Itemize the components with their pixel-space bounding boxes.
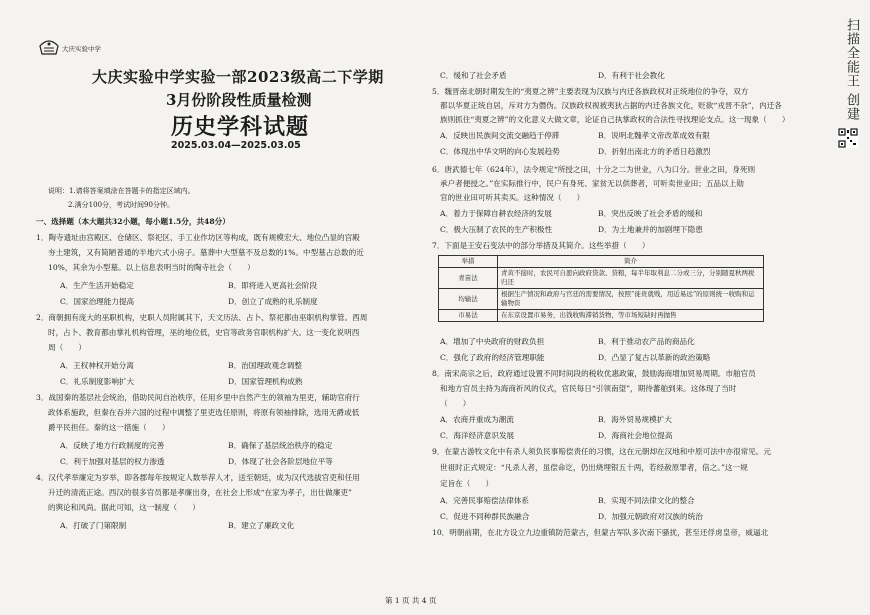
exam-title-line2: 3月份阶段性质量检测 — [166, 91, 312, 109]
q3-option-d: D．体现了社会各阶层地位平等 — [228, 457, 333, 466]
q1-option-a: A．生产生活开始稳定 — [60, 281, 134, 290]
q8-stem-line3: （ ） — [440, 399, 471, 408]
q3-option-b: B．确保了基层统治秩序的稳定 — [228, 441, 333, 450]
exam-title-line1: 大庆实验中学实验一部2023级高二下学期 — [92, 68, 384, 86]
table-row — [439, 268, 764, 289]
q1-stem-line3: 10%，其余为小型墓。以上信息表明当时的陶寺社会（ ） — [48, 263, 255, 272]
q9-stem-line2: 世祖时正式规定：“凡杀人者，虽偿命讫，仍出烧埋银五十两，若经赦原罪者，倍之。”这一规 — [440, 463, 748, 472]
q3-stem-line2: 政体系施政，但秦在吞并六国的过程中调整了里吏选任原则，将原有领袖排除，选用无爵或低 — [48, 408, 360, 417]
q4-option-d: D．有利于社会教化 — [598, 71, 665, 80]
q5-option-b: B．说明北魏孝文帝改革成效有限 — [598, 131, 710, 140]
q9-option-a: A．完善民事赔偿法律体系 — [440, 496, 530, 505]
q7-stem-line1: 7．下面是王安石变法中的部分举措及其简介。这些举措（ ） — [432, 241, 650, 250]
q5-stem-line1: 5．魏晋南北朝时期发生的“夷夏之辨”主要表现为汉族与内迁各族政权对正统地位的争夺，双方 — [432, 87, 749, 96]
q5-stem-line2: 都以华夏正统自居，斥对方为僭伪。汉族政权视被夷狄占据的内迁各族文化，贬欲“戎晋不杂”，内迁各 — [440, 101, 782, 110]
scanner-watermark-text: 扫描全能王 创建 — [844, 18, 859, 122]
q3-option-c: C．利于加强对基层的权力渗透 — [60, 457, 165, 466]
q6-option-a: A．着力于保障自耕农经济的发展 — [440, 209, 552, 218]
q8-option-d: D．海商社会地位提高 — [598, 431, 673, 440]
q1-stem-line2: 夯土建筑，又有简陋普通的半地穴式小房子。墓葬中大型墓不及总数的1%。中型墓占总数的近 — [48, 248, 364, 257]
q6-stem-line1: 6．唐武德七年（624年），法令规定“所授之田，十分之二为世业，八为口分。世业之田，身死则 — [432, 165, 756, 174]
q2-option-d: D．国家管理机构成熟 — [228, 377, 303, 386]
instruction-line2: 2.满分100分，考试时间90分钟。 — [68, 201, 174, 209]
section-heading: 一、选择题（本大题共32小题，每小题1.5分，共48分） — [36, 217, 230, 226]
q7-option-c: C．强化了政府的经济管理职能 — [440, 353, 545, 362]
q6-option-b: B．突出反映了社会矛盾的缓和 — [598, 209, 703, 218]
q4-stem-line2: 升迁的清流正途。西汉的很多官员都是孝廉出身，在社会上形成“在家为孝子，出仕做廉吏” — [48, 488, 352, 497]
q9-stem-line1: 9．在蒙古游牧文化中有杀人须负民事赔偿责任的习惯，这在元朝却在汉地和中原可法中亦很常见。元 — [432, 447, 771, 456]
table-cell-measure: 均输法 — [439, 289, 498, 310]
page-footer: 第 1 页 共 4 页 — [385, 596, 437, 605]
q8-option-a: A．农商并重成为潮流 — [440, 415, 514, 424]
school-logo-icon — [38, 38, 60, 56]
q6-stem-line3: 官的世业田可听其卖买。这种情况（ ） — [440, 193, 585, 202]
q4-option-c: C．缓和了社会矛盾 — [440, 71, 507, 80]
instruction-line1: 说明：1.请将答案填涂在答题卡的指定区域内。 — [48, 187, 195, 195]
q4-option-a: A．打破了门第限制 — [60, 521, 127, 530]
q6-option-c: C．极大压制了农民的生产积极性 — [440, 225, 553, 234]
q2-option-a: A．王权神权开始分离 — [60, 361, 134, 370]
q8-stem-line1: 8．南宋高宗之后，政府通过设置不同时间段的税收优惠政策，鼓励海商增加贸易周期。市舶官员 — [432, 369, 756, 378]
q4-option-b: B．建立了廉政文化 — [228, 521, 295, 530]
q6-option-d: D．为土地兼并的加剧埋下隐患 — [598, 225, 703, 234]
q5-stem-line3: 族则抓住“夷夏之辨”的文化意义大做文章，论证自己执掌政权的合法性寻找理论支点。这一现象（ ） — [440, 115, 790, 124]
q8-option-c: C．海洋经济意识发展 — [440, 431, 515, 440]
table-row — [439, 310, 764, 322]
q4-stem-line1: 4．汉代孝举廉定为岁举，即各郡每年按规定人数举荐人才，送至朝廷，成为汉代选拔官吏和任用 — [36, 473, 360, 482]
reform-measures-table — [438, 255, 764, 322]
q6-stem-line2: 承户者便授之。”在实际推行中，民户有身死、家贫无以供葬者，可听卖世业田；五品以上勋 — [440, 179, 744, 188]
q2-stem-line1: 2．商朝拥有庞大的巫职机构，史职人员附属其下，天文历法、占卜、祭祀都由巫职机构掌管。西周 — [36, 313, 368, 322]
q7-option-a: A．增加了中央政府的财政负担 — [440, 337, 545, 346]
q2-option-b: B．治国理政观念调整 — [228, 361, 302, 370]
table-row — [439, 289, 764, 310]
q5-option-d: D．折射出南北方的矛盾日趋激烈 — [598, 147, 711, 156]
q1-option-b: B．即将进入更高社会阶段 — [228, 281, 318, 290]
q1-option-c: C．国家治理能力提高 — [60, 297, 135, 306]
q9-stem-line3: 定旨在（ ） — [440, 479, 494, 488]
q3-stem-line3: 爵平民担任。秦的这一措施（ ） — [48, 423, 170, 432]
q1-option-d: D．创立了成熟的礼乐制度 — [228, 297, 318, 306]
table-cell-desc: 青黄不接时，农民可自愿向政府贷款、贷粮，每半年取利息二分或三分，分别随夏秋两税归还 — [498, 268, 764, 289]
q1-stem-line1: 1．陶寺遗址由宫殿区、仓储区、祭祀区、手工业作坊区等构成，既有规模宏大、地位凸显的宫殿 — [36, 233, 360, 242]
q10-stem-line1: 10．明朝前期，在北方设立九边重镇防范蒙古，但蒙古军队多次南下骚扰，甚至还俘虏皇帝，威逼北 — [432, 528, 769, 537]
table-cell-measure: 青苗法 — [439, 268, 498, 289]
q7-option-b: B．利于推动农产品的商品化 — [598, 337, 695, 346]
q3-option-a: A．反映了地方行政制度的完善 — [60, 441, 165, 450]
table-cell-desc: 在东京设置市易务，出钱收购滞销货物，等市场短缺时再抛售 — [498, 310, 764, 322]
exam-dates: 2025.03.04—2025.03.05 — [171, 140, 301, 151]
table-row — [439, 256, 764, 268]
q9-option-b: B．实现不同法律文化的整合 — [598, 496, 695, 505]
q4-stem-line3: 的舆论和风尚。据此可知，这一制度（ ） — [48, 503, 200, 512]
exam-subject-title: 历史学科试题 — [171, 114, 310, 140]
table-cell-desc: 根据生产情况和政府与官廷的需要情况，按照“徙贵就贱，用近易远”的原则统一收购和运输物资 — [498, 289, 764, 310]
q9-option-d: D．加强元朝政府对汉族的统治 — [598, 512, 703, 521]
q8-stem-line2: 和地方官员主持为海商祈风的仪式，官民每日“引领南望”，期待蕃舶到来。这体现了当时 — [440, 384, 737, 393]
table-cell-measure: 市易法 — [439, 310, 498, 322]
q8-option-b: B．海外贸易规模扩大 — [598, 415, 672, 424]
q5-option-a: A．反映出民族间交流交融趋于停滞 — [440, 131, 560, 140]
q2-stem-line3: 周（ ） — [48, 343, 86, 352]
table-header-measure: 举措 — [439, 256, 498, 268]
table-header-desc: 简介 — [498, 256, 764, 268]
q7-option-d: D．凸显了复古以革新的政治策略 — [598, 353, 711, 362]
q3-stem-line1: 3．战国秦的基层社会统治，借助民间自治秩序，任用乡里中自然产生的领袖为里吏，辅助官府行 — [36, 393, 360, 402]
q2-option-c: C．礼乐制度影响扩大 — [60, 377, 135, 386]
qr-code-icon — [838, 128, 858, 148]
q2-stem-line2: 时，占卜、教育都由掌礼机构管理，巫的地位低，史官等政务官职机构扩大。这一变化说明西 — [48, 328, 360, 337]
school-name: 大庆实验中学 — [62, 45, 101, 53]
q5-option-c: C．体现出中华文明的向心发展趋势 — [440, 147, 560, 156]
q9-option-c: C．促进不同种群民族融合 — [440, 512, 530, 521]
